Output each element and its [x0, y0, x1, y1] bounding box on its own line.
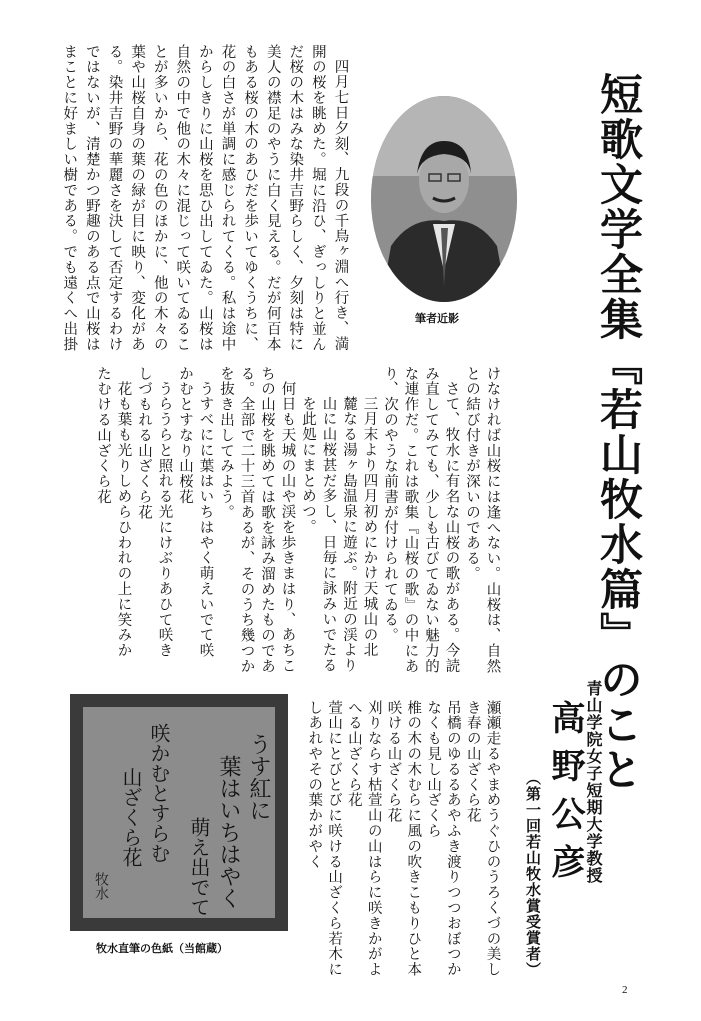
left-columns-line: ではないが、清楚かつ野趣のある点で山桜は	[83, 44, 100, 352]
right-columns-line: しあれやその葉かがやく	[306, 700, 323, 870]
middle-columns-line: な連作だ。これは歌集『山桜の歌』の中にあ	[402, 366, 419, 674]
middle-columns-line: との結び付きが深いのである。	[464, 366, 480, 582]
left-columns-line: 美人の襟足のやうに白く見える。だが何百本	[264, 44, 281, 352]
portrait-image	[371, 96, 517, 302]
author-name: 高野公彦	[545, 700, 585, 892]
middle-columns-line: を此処にまとめつ。	[300, 396, 316, 535]
middle-columns-line: 三月末より四月初めにかけ天城山の北	[361, 396, 378, 658]
right-columns-line: 萱山にとびとびに咲ける山ざくら若木に	[326, 700, 343, 978]
right-columns-line: なくも見し山ざくら	[425, 700, 442, 839]
middle-columns-line: 何日も天城の山や渓を歩きまはり、あちこ	[279, 381, 296, 674]
page-number: 2	[622, 984, 628, 996]
shikishi-line-4: 咲かむとすらむ	[147, 723, 171, 863]
middle-columns-line: み直してみても、少しも古びてゐない魅力的	[423, 366, 439, 674]
left-columns-line: 開の桜を眺めた。堀に沿ひ、ぎっしりと並ん	[309, 44, 326, 352]
right-columns-line: 刈りならす枯萱山の山はらに咲きかがよ	[365, 700, 382, 978]
left-columns-line: だ桜の木はみな染井吉野らしく、夕刻は特に	[287, 44, 304, 352]
left-columns-line: 葉や山桜自身の葉の緑が目に映り、変化があ	[129, 44, 146, 352]
middle-columns-line: り、次のやうな前書が付けられてゐる。	[382, 366, 398, 644]
middle-columns-line: を抜き出してみよう。	[218, 366, 234, 520]
left-columns-line: 花の白さが単調に感じられてくる。私は途中	[219, 44, 236, 352]
right-columns-line: き春の山ざくら花	[464, 700, 481, 824]
right-columns-line: へる山ざくら花	[345, 700, 362, 808]
left-columns-line: まことに好ましい樹である。でも遠くへ出掛	[61, 44, 78, 352]
middle-columns-line: 麓なる湯ヶ島温泉に遊ぶ。附近の渓より	[341, 396, 357, 674]
middle-columns-line: うらうらと照れる光にけぶりあひて咲き	[156, 381, 173, 659]
left-columns-line: 四月七日夕刻、九段の千鳥ヶ淵へ行き、満	[332, 59, 349, 352]
shikishi-line-3: 萌え出でて	[187, 817, 211, 917]
left-columns-line: からしきりに山桜を思ひ出してゐた。山桜は	[196, 44, 213, 352]
middle-columns-line: ちの山桜を眺めては歌を詠み溜めたものであ	[259, 366, 275, 674]
author-photo	[371, 96, 517, 302]
shikishi-line-5: 山ざくら花	[119, 767, 143, 867]
author-award: （第一回若山牧水賞受賞者）	[524, 770, 542, 978]
right-columns-line: 吊橋のゆるるあやふき渡りつつおぼつか	[444, 700, 461, 978]
right-columns-line: 咲ける山ざくら花	[385, 700, 402, 824]
left-columns-line: もある桜の木のあひだを歩いてゆくうちに、	[242, 44, 259, 352]
right-columns-line: 瀬瀬走るやまめうぐひのうろくづの美し	[484, 700, 501, 978]
middle-columns-line: たむける山ざくら花	[95, 366, 111, 505]
middle-columns-line: しづもれる山ざくら花	[136, 366, 152, 520]
middle-columns-line: うすべにに葉はいちはやく萌えいでて咲	[197, 381, 214, 659]
article-title: 短歌文学全集『若山牧水篇』のこと	[593, 72, 643, 792]
middle-columns-line: 山に山桜甚だ多し、日毎に詠みいでたる	[320, 396, 337, 674]
middle-columns-line: る。全部で二十三首あるが、そのうち幾つか	[238, 366, 255, 674]
shikishi-image	[70, 694, 288, 931]
left-columns-line: とが多いから、花の色のほかに、他の木々の	[151, 44, 168, 352]
middle-columns-line: けなければ山桜には逢へない。山桜は、自然	[484, 366, 501, 674]
left-columns-line: 自然の中で他の木々に混じって咲いてゐるこ	[174, 44, 191, 352]
shikishi-line-1: うす紅に	[246, 733, 271, 821]
middle-columns-line: さて、牧水に有名な山桜の歌がある。今読	[443, 381, 460, 674]
shikishi-signature: 牧水	[93, 872, 109, 900]
shikishi-caption: 牧水直筆の色紙（当館蔵）	[96, 942, 228, 955]
photo-caption: 筆者近影	[415, 312, 459, 325]
middle-columns-line: かむとすなり山桜花	[177, 366, 193, 505]
shikishi-line-2: 葉はいちはやく	[216, 755, 241, 909]
left-columns-line: る。染井吉野の華麗さを決して否定するわけ	[106, 44, 123, 352]
right-columns-line: 椎の木の木むらに風の吹きこもりひと本	[405, 700, 422, 978]
author-affiliation: 青山学院女子短期大学教授	[584, 680, 603, 884]
middle-columns-line: 花も葉も光りしめらひわれの上に笑みか	[115, 381, 132, 659]
